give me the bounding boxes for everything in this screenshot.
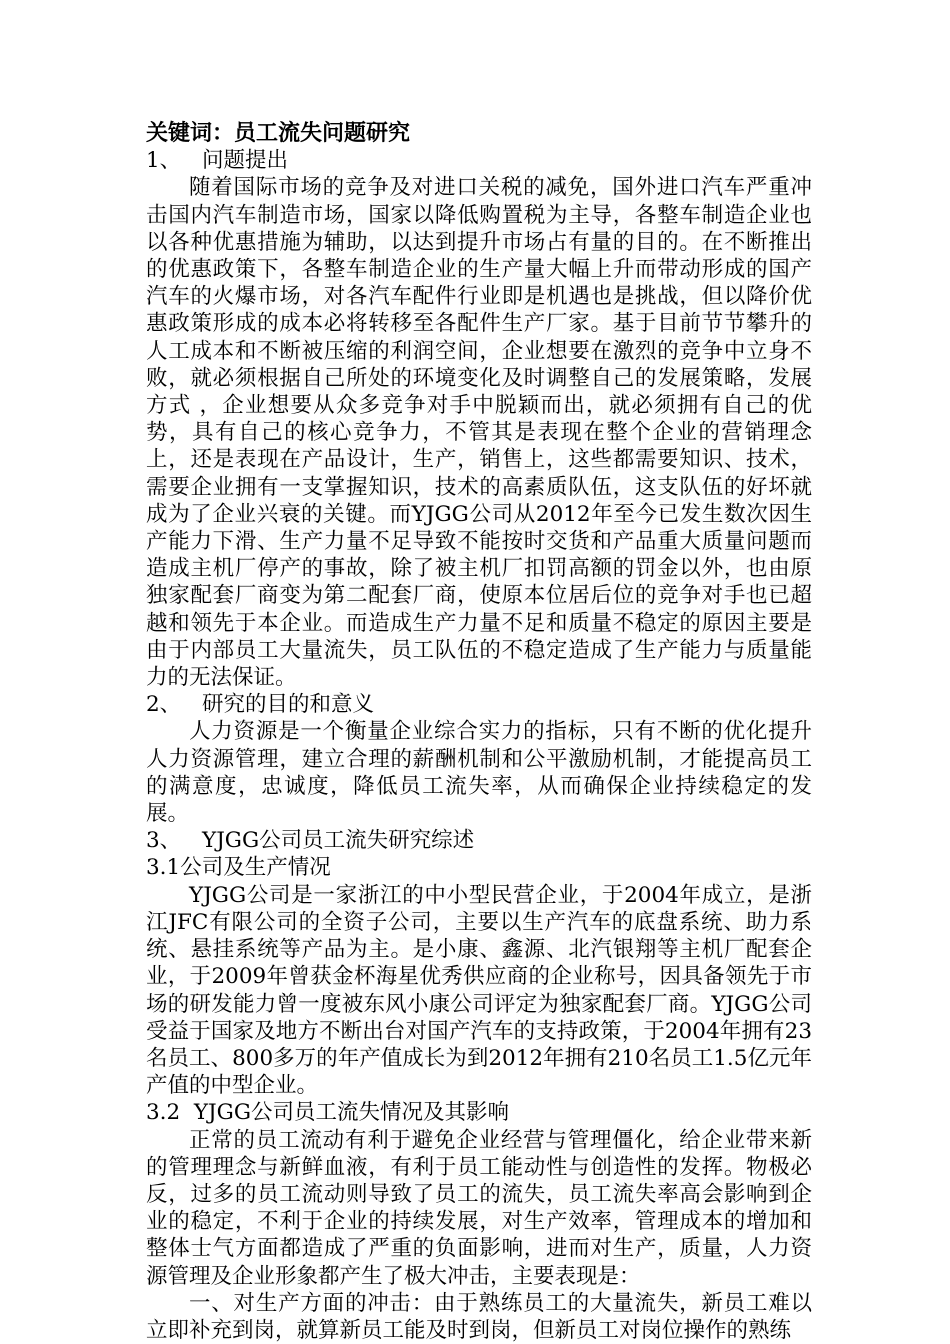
section-heading-1 <box>146 147 812 174</box>
section-heading-2 <box>146 691 812 718</box>
section-heading-3 <box>146 827 812 854</box>
section-title: YJGG公司员工流失研究综述 <box>202 828 475 854</box>
section-number: 1、 <box>146 148 182 174</box>
subsection-heading-3-2: 3.2 YJGG公司员工流失情况及其影响 <box>146 1100 510 1126</box>
subsection-heading-3-1: 3.1公司及生产情况 <box>146 855 331 881</box>
paragraph: 人力资源是一个衡量企业综合实力的指标，只有不断的优化提升人力资源管理，建立合理的薪酬机制和公平激励机制，才能提高员工的满意度，忠诚度，降低员工流失率，从而确保企业持续稳定的发展。 <box>146 719 812 827</box>
paragraph: YJGG公司是一家浙江的中小型民营企业，于2004年成立，是浙江JFC有限公司的全资子公司，主要以生产汽车的底盘系统、助力系统、悬挂系统等产品为主。是小康、鑫源、北汽银翔等主机厂配套企业，于2009年曾获金杯海星优秀供应商的企业称号，因具备领先于市场的研发能力曾一度被东风小康公司评定为独家配套厂商。YJGG公司受益于国家及地方不断出台对国产汽车的支持政策，于2004年拥有23名员工、800多万的年产值成长为到2012年拥有210名员工1.5亿元年产值的中型企业。 <box>146 882 812 1099</box>
paragraph: 随着国际市场的竞争及对进口关税的减免，国外进口汽车严重冲击国内汽车制造市场，国家以降低购置税为主导，各整车制造企业也以各种优惠措施为辅助，以达到提升市场占有量的目的。在不断推出的优惠政策下，各整车制造企业的生产量大幅上升而带动形成的国产汽车的火爆市场，对各汽车配件行业即是机遇也是挑战，但以降价优惠政策形成的成本必将转移至各配件生产厂家。基于目前节节攀升的人工成本和不断被压缩的利润空间，企业想要在激烈的竞争中立身不败，就必须根据自己所处的环境变化及时调整自己的发展策略，发展方式 ，企业想要从众多竞争对手中脱颖而出，就必须拥有自己的优势，具有自己的核心竞争力，不管其是表现在整个企业的营销理念上，还是表现在产品设计，生产，销售上，这些都需要知识、技术，需要企业拥有一支掌握知识，技术的高素质队伍，这支队伍的好坏就成为了企业兴衰的关键。而YJGG公司从2012年至今已发生数次因生产能力下滑、生产力量不足导致不能按时交货和产品重大质量问题而造成主机厂停产的事故，除了被主机厂扣罚高额的罚金以外，也由原独家配套厂商变为第二配套厂商，使原本位居后位的竞争对手也已超越和领先于本企业。而造成生产力量不足和质量不稳定的原因主要是由于内部员工大量流失，员工队伍的不稳定造成了生产能力与质量能力的无法保证。 <box>146 175 812 691</box>
section-number: 3、 <box>146 828 182 854</box>
keywords-line: 关键词：员工流失问题研究 <box>146 120 411 146</box>
paragraph: 正常的员工流动有利于避免企业经营与管理僵化，给企业带来新的管理理念与新鲜血液，有利于员工能动性与创造性的发挥。物极必反，过多的员工流动则导致了员工的流失，员工流失率高会影响到企业的稳定，不利于企业的持续发展，对生产效率，管理成本的增加和整体士气方面都造成了严重的负面影响，进而对生产，质量，人力资源管理及企业形象都产生了极大冲击，主要表现是： <box>146 1127 812 1289</box>
document-page <box>146 120 812 1344</box>
paragraph: 一、对生产方面的冲击：由于熟练员工的大量流失，新员工难以立即补充到岗，就算新员工能及时到岗，但新员工对岗位操作的熟练 <box>146 1290 812 1343</box>
section-title: 研究的目的和意义 <box>202 692 375 718</box>
section-number: 2、 <box>146 692 182 718</box>
section-title: 问题提出 <box>202 148 289 174</box>
